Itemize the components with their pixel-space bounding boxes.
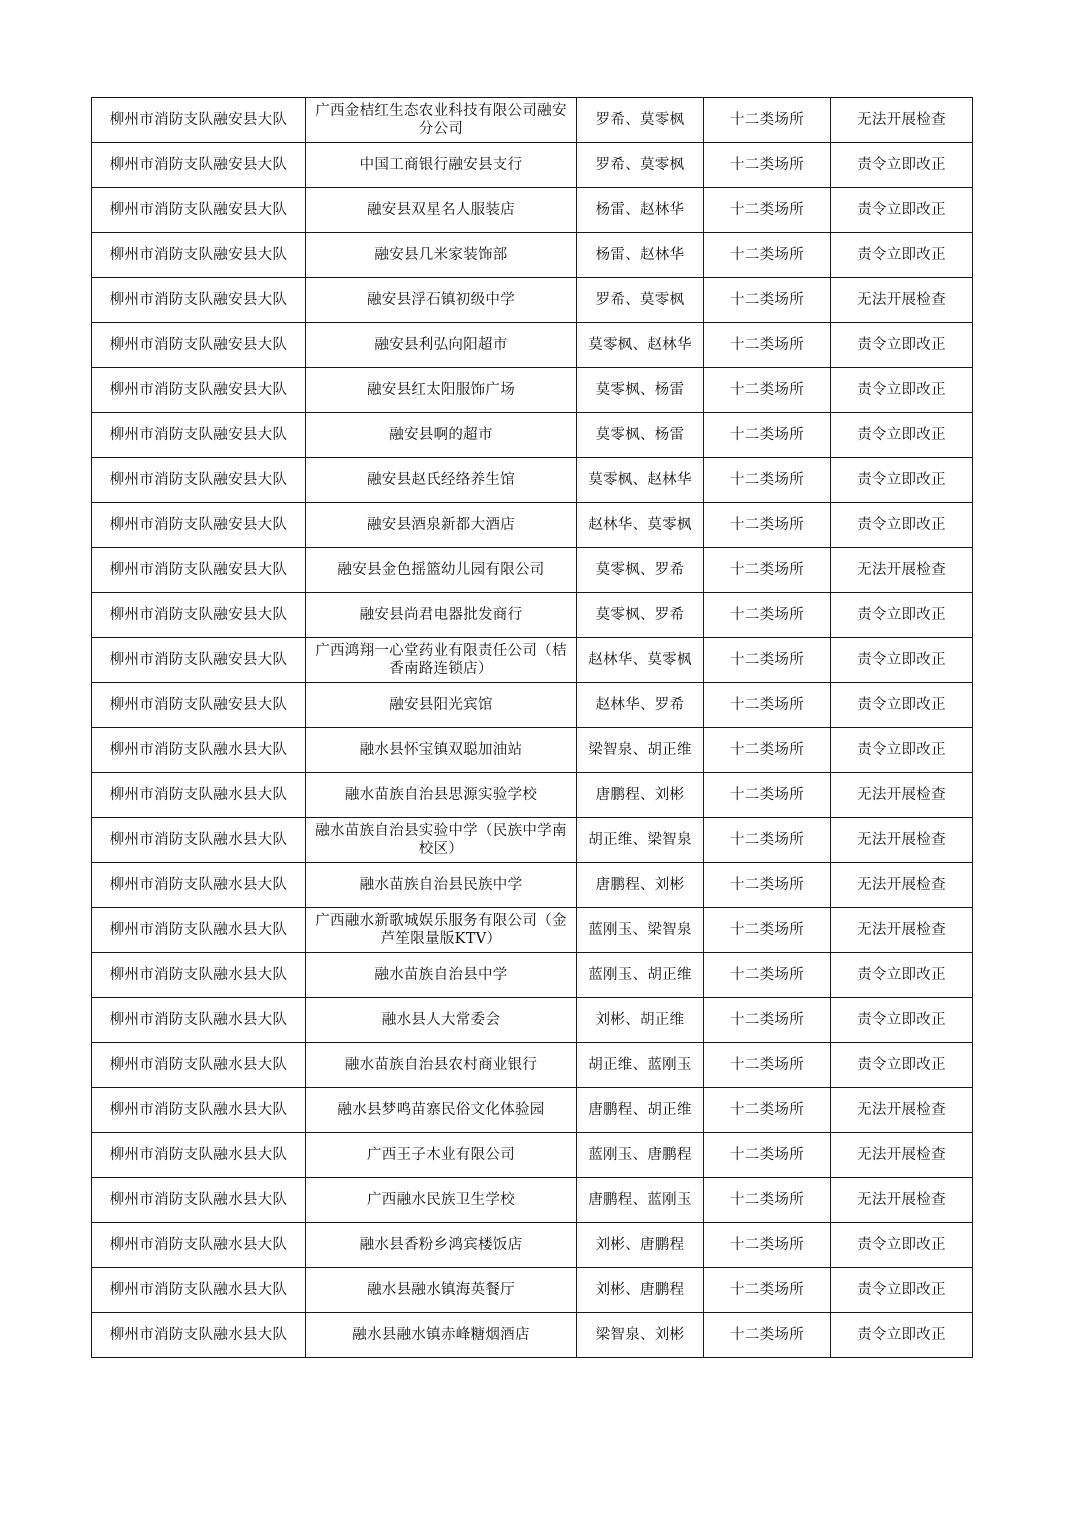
inspectors-cell: 胡正维、梁智泉 [577,818,704,863]
place-cell: 融水县融水镇赤峰糖烟酒店 [306,1313,577,1358]
category-cell: 十二类场所 [704,773,831,818]
result-cell: 责令立即改正 [831,683,973,728]
place-cell: 融水苗族自治县中学 [306,953,577,998]
table-row [92,233,973,278]
unit-cell: 柳州市消防支队融安县大队 [92,593,306,638]
place-cell: 融水苗族自治县实验中学（民族中学南校区） [306,818,577,863]
unit-cell: 柳州市消防支队融安县大队 [92,98,306,143]
place-cell: 融水县人大常委会 [306,998,577,1043]
category-cell: 十二类场所 [704,593,831,638]
category-cell: 十二类场所 [704,323,831,368]
category-cell: 十二类场所 [704,953,831,998]
inspectors-cell: 罗希、莫零枫 [577,98,704,143]
inspectors-cell: 蓝刚玉、梁智泉 [577,908,704,953]
unit-cell: 柳州市消防支队融水县大队 [92,1133,306,1178]
category-cell: 十二类场所 [704,683,831,728]
result-cell: 责令立即改正 [831,953,973,998]
table-row [92,503,973,548]
inspectors-cell: 莫零枫、罗希 [577,593,704,638]
result-cell: 责令立即改正 [831,1313,973,1358]
result-cell: 无法开展检查 [831,818,973,863]
table-row [92,683,973,728]
inspectors-cell: 赵林华、莫零枫 [577,503,704,548]
unit-cell: 柳州市消防支队融安县大队 [92,638,306,683]
inspectors-cell: 刘彬、唐鹏程 [577,1268,704,1313]
table-row [92,1268,973,1313]
place-cell: 融水县香粉乡鸿宾楼饭店 [306,1223,577,1268]
inspectors-cell: 罗希、莫零枫 [577,143,704,188]
result-cell: 无法开展检查 [831,278,973,323]
table-row [92,1133,973,1178]
inspectors-cell: 刘彬、胡正维 [577,998,704,1043]
category-cell: 十二类场所 [704,188,831,233]
inspectors-cell: 唐鹏程、刘彬 [577,773,704,818]
result-cell: 无法开展检查 [831,908,973,953]
category-cell: 十二类场所 [704,1133,831,1178]
category-cell: 十二类场所 [704,1313,831,1358]
category-cell: 十二类场所 [704,1178,831,1223]
result-cell: 无法开展检查 [831,1088,973,1133]
unit-cell: 柳州市消防支队融安县大队 [92,683,306,728]
unit-cell: 柳州市消防支队融水县大队 [92,908,306,953]
unit-cell: 柳州市消防支队融水县大队 [92,953,306,998]
place-cell: 广西融水新歌城娱乐服务有限公司（金芦笙限量版KTV） [306,908,577,953]
place-cell: 融水县怀宝镇双聪加油站 [306,728,577,773]
result-cell: 责令立即改正 [831,503,973,548]
category-cell: 十二类场所 [704,863,831,908]
category-cell: 十二类场所 [704,98,831,143]
table-row [92,818,973,863]
place-cell: 广西金桔红生态农业科技有限公司融安分公司 [306,98,577,143]
unit-cell: 柳州市消防支队融安县大队 [92,503,306,548]
inspectors-cell: 蓝刚玉、胡正维 [577,953,704,998]
place-cell: 融安县几米家装饰部 [306,233,577,278]
category-cell: 十二类场所 [704,1223,831,1268]
table-row [92,1223,973,1268]
result-cell: 责令立即改正 [831,368,973,413]
table-row [92,908,973,953]
unit-cell: 柳州市消防支队融水县大队 [92,863,306,908]
place-cell: 融水苗族自治县农村商业银行 [306,1043,577,1088]
place-cell: 融安县浮石镇初级中学 [306,278,577,323]
category-cell: 十二类场所 [704,1268,831,1313]
table-row [92,1178,973,1223]
inspectors-cell: 杨雷、赵林华 [577,188,704,233]
category-cell: 十二类场所 [704,233,831,278]
category-cell: 十二类场所 [704,503,831,548]
inspectors-cell: 梁智泉、刘彬 [577,1313,704,1358]
unit-cell: 柳州市消防支队融水县大队 [92,1088,306,1133]
place-cell: 广西鸿翔一心堂药业有限责任公司（桔香南路连锁店） [306,638,577,683]
result-cell: 无法开展检查 [831,1178,973,1223]
inspectors-cell: 莫零枫、杨雷 [577,368,704,413]
category-cell: 十二类场所 [704,368,831,413]
table-row [92,368,973,413]
table-row [92,953,973,998]
unit-cell: 柳州市消防支队融水县大队 [92,1268,306,1313]
place-cell: 融安县啊的超市 [306,413,577,458]
result-cell: 责令立即改正 [831,728,973,773]
place-cell: 融安县金色摇篮幼儿园有限公司 [306,548,577,593]
table-row [92,1313,973,1358]
result-cell: 无法开展检查 [831,863,973,908]
inspectors-cell: 莫零枫、罗希 [577,548,704,593]
table-row [92,143,973,188]
result-cell: 责令立即改正 [831,998,973,1043]
inspectors-cell: 蓝刚玉、唐鹏程 [577,1133,704,1178]
place-cell: 中国工商银行融安县支行 [306,143,577,188]
inspectors-cell: 赵林华、莫零枫 [577,638,704,683]
category-cell: 十二类场所 [704,1088,831,1133]
table-row [92,413,973,458]
inspectors-cell: 唐鹏程、胡正维 [577,1088,704,1133]
unit-cell: 柳州市消防支队融安县大队 [92,143,306,188]
table-row [92,188,973,233]
place-cell: 融安县阳光宾馆 [306,683,577,728]
result-cell: 责令立即改正 [831,458,973,503]
inspectors-cell: 赵林华、罗希 [577,683,704,728]
place-cell: 融水苗族自治县民族中学 [306,863,577,908]
place-cell: 融安县红太阳服饰广场 [306,368,577,413]
unit-cell: 柳州市消防支队融水县大队 [92,818,306,863]
inspectors-cell: 莫零枫、赵林华 [577,323,704,368]
table-row [92,998,973,1043]
table-body [92,98,973,1358]
table-row [92,863,973,908]
unit-cell: 柳州市消防支队融水县大队 [92,1313,306,1358]
category-cell: 十二类场所 [704,548,831,593]
table-row [92,593,973,638]
inspectors-cell: 莫零枫、杨雷 [577,413,704,458]
unit-cell: 柳州市消防支队融安县大队 [92,323,306,368]
result-cell: 责令立即改正 [831,638,973,683]
result-cell: 无法开展检查 [831,98,973,143]
result-cell: 责令立即改正 [831,593,973,638]
table-row [92,638,973,683]
category-cell: 十二类场所 [704,818,831,863]
table-row [92,1043,973,1088]
result-cell: 无法开展检查 [831,1133,973,1178]
place-cell: 广西王子木业有限公司 [306,1133,577,1178]
inspectors-cell: 罗希、莫零枫 [577,278,704,323]
table-row [92,1088,973,1133]
result-cell: 责令立即改正 [831,233,973,278]
unit-cell: 柳州市消防支队融水县大队 [92,1223,306,1268]
place-cell: 广西融水民族卫生学校 [306,1178,577,1223]
unit-cell: 柳州市消防支队融安县大队 [92,233,306,278]
table-row [92,728,973,773]
inspectors-cell: 刘彬、唐鹏程 [577,1223,704,1268]
unit-cell: 柳州市消防支队融安县大队 [92,548,306,593]
unit-cell: 柳州市消防支队融安县大队 [92,188,306,233]
table-row [92,548,973,593]
category-cell: 十二类场所 [704,413,831,458]
unit-cell: 柳州市消防支队融安县大队 [92,278,306,323]
inspectors-cell: 杨雷、赵林华 [577,233,704,278]
category-cell: 十二类场所 [704,458,831,503]
table-row [92,458,973,503]
category-cell: 十二类场所 [704,1043,831,1088]
result-cell: 责令立即改正 [831,1268,973,1313]
category-cell: 十二类场所 [704,278,831,323]
result-cell: 无法开展检查 [831,548,973,593]
place-cell: 融安县尚君电器批发商行 [306,593,577,638]
inspectors-cell: 唐鹏程、蓝刚玉 [577,1178,704,1223]
result-cell: 责令立即改正 [831,143,973,188]
unit-cell: 柳州市消防支队融水县大队 [92,998,306,1043]
table-row [92,278,973,323]
place-cell: 融安县双星名人服装店 [306,188,577,233]
table-row [92,98,973,143]
result-cell: 责令立即改正 [831,1043,973,1088]
category-cell: 十二类场所 [704,638,831,683]
place-cell: 融水县融水镇海英餐厅 [306,1268,577,1313]
unit-cell: 柳州市消防支队融安县大队 [92,413,306,458]
inspectors-cell: 胡正维、蓝刚玉 [577,1043,704,1088]
category-cell: 十二类场所 [704,998,831,1043]
place-cell: 融安县赵氏经络养生馆 [306,458,577,503]
place-cell: 融水苗族自治县思源实验学校 [306,773,577,818]
inspectors-cell: 唐鹏程、刘彬 [577,863,704,908]
table-row [92,323,973,368]
unit-cell: 柳州市消防支队融安县大队 [92,458,306,503]
place-cell: 融安县酒泉新都大酒店 [306,503,577,548]
unit-cell: 柳州市消防支队融安县大队 [92,368,306,413]
place-cell: 融水县梦鸣苗寨民俗文化体验园 [306,1088,577,1133]
unit-cell: 柳州市消防支队融水县大队 [92,1043,306,1088]
inspectors-cell: 莫零枫、赵林华 [577,458,704,503]
category-cell: 十二类场所 [704,728,831,773]
inspection-table [91,97,973,1358]
unit-cell: 柳州市消防支队融水县大队 [92,728,306,773]
result-cell: 责令立即改正 [831,188,973,233]
result-cell: 无法开展检查 [831,773,973,818]
inspectors-cell: 梁智泉、胡正维 [577,728,704,773]
result-cell: 责令立即改正 [831,323,973,368]
table-row [92,773,973,818]
unit-cell: 柳州市消防支队融水县大队 [92,1178,306,1223]
unit-cell: 柳州市消防支队融水县大队 [92,773,306,818]
place-cell: 融安县利弘向阳超市 [306,323,577,368]
category-cell: 十二类场所 [704,143,831,188]
category-cell: 十二类场所 [704,908,831,953]
result-cell: 责令立即改正 [831,413,973,458]
result-cell: 责令立即改正 [831,1223,973,1268]
